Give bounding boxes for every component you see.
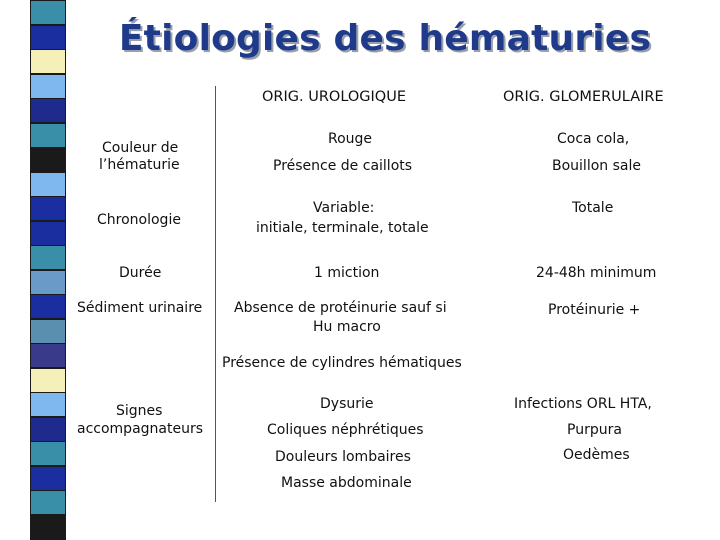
- uro-duree: 1 miction: [314, 265, 380, 281]
- stripe-block: [30, 319, 66, 344]
- glom-signe-item: Infections ORL HTA,: [514, 396, 652, 412]
- uro-couleur-2: Présence de caillots: [273, 158, 413, 174]
- row-label-signes-2: accompagnateurs: [77, 421, 204, 437]
- row-label-couleur-2: l’hématurie: [99, 157, 180, 173]
- stripe-block: [30, 490, 66, 515]
- stripe-block: [30, 172, 66, 197]
- row-label-duree: Durée: [119, 265, 162, 281]
- stripe-block: [30, 343, 66, 368]
- uro-signe-item: Douleurs lombaires: [275, 449, 411, 465]
- uro-signe-item: Masse abdominale: [281, 475, 412, 491]
- stripe-block: [30, 123, 66, 148]
- uro-sediment-1: Absence de protéinurie sauf si: [234, 300, 447, 316]
- glom-duree: 24-48h minimum: [536, 265, 657, 281]
- stripe-block: [30, 147, 66, 172]
- column-divider: [215, 86, 216, 502]
- sediment-note: Présence de cylindres hématiques: [222, 355, 462, 371]
- glom-sediment: Protéinurie +: [548, 302, 641, 318]
- row-label-signes-1: Signes: [116, 403, 163, 419]
- stripe-block: [30, 221, 66, 246]
- stripe-block: [30, 515, 66, 540]
- stripe-block: [30, 98, 66, 123]
- glom-signe-item: Oedèmes: [563, 447, 630, 463]
- stripe-block: [30, 245, 66, 270]
- stripe-block: [30, 466, 66, 491]
- uro-chrono-1: Variable:: [313, 200, 375, 216]
- slide-title: Étiologies des hématuries: [118, 18, 652, 59]
- glom-couleur-1: Coca cola,: [557, 131, 630, 147]
- stripe-block: [30, 294, 66, 319]
- header-glomerulaire: ORIG. GLOMERULAIRE: [503, 89, 664, 105]
- stripe-block: [30, 0, 66, 25]
- stripe-block: [30, 417, 66, 442]
- stripe-block: [30, 270, 66, 295]
- uro-sediment-2: Hu macro: [313, 319, 381, 335]
- uro-signe-item: Coliques néphrétiques: [267, 422, 424, 438]
- uro-chrono-2: initiale, terminale, totale: [256, 220, 429, 236]
- glom-chrono: Totale: [572, 200, 614, 216]
- stripe-block: [30, 25, 66, 50]
- uro-signe-item: Dysurie: [320, 396, 374, 412]
- row-label-sediment: Sédiment urinaire: [77, 300, 203, 316]
- stripe-block: [30, 392, 66, 417]
- stripe-block: [30, 74, 66, 99]
- row-label-chronologie: Chronologie: [97, 212, 181, 228]
- decorative-stripe: [0, 0, 66, 540]
- stripe-block: [30, 441, 66, 466]
- stripe-block: [30, 368, 66, 393]
- stripe-block: [30, 196, 66, 221]
- stripe-block: [30, 49, 66, 74]
- glom-couleur-2: Bouillon sale: [552, 158, 641, 174]
- header-urologique: ORIG. UROLOGIQUE: [262, 89, 406, 105]
- glom-signe-item: Purpura: [567, 422, 622, 438]
- row-label-couleur-1: Couleur de: [102, 140, 179, 156]
- uro-couleur-1: Rouge: [328, 131, 373, 147]
